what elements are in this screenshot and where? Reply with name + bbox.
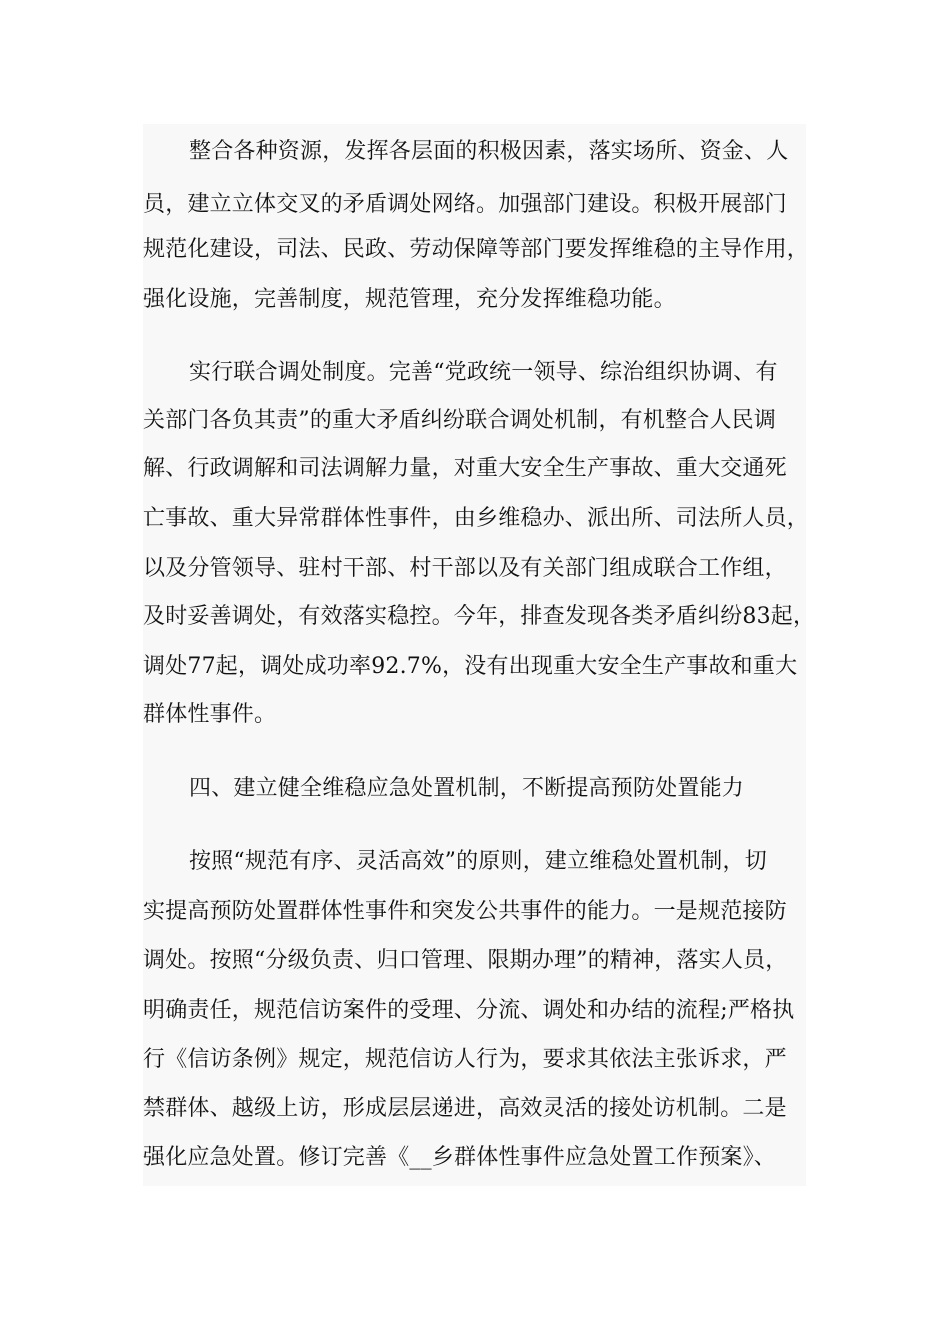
paragraph-3-line-1: 按照“规范有序、灵活高效”的原则，建立维稳处置机制，切: [189, 849, 767, 874]
section-heading: 四、建立健全维稳应急处置机制，不断提高预防处置能力: [189, 776, 745, 801]
paragraph-2-line-7: 调处77起，调处成功率92.7%，没有出现重大安全生产事故和重大: [143, 654, 798, 679]
document-body: [143, 124, 816, 1186]
paragraph-2-line-1: 实行联合调处制度。完善“党政统一领导、综治组织协调、有: [189, 360, 778, 385]
paragraph-2-line-5: 以及分管领导、驻村干部、村干部以及有关部门组成联合工作组，: [143, 556, 787, 581]
paragraph-2-line-6: 及时妥善调处，有效落实稳控。今年，排查发现各类矛盾纠纷83起，: [143, 604, 816, 629]
paragraph-3-line-7: 强化应急处置。修订完善《__乡群体性事件应急处置工作预案》、: [143, 1145, 777, 1170]
paragraph-1-line-3: 规范化建设，司法、民政、劳动保障等部门要发挥维稳的主导作用，: [143, 237, 810, 262]
paragraph-1-line-4: 强化设施，完善制度，规范管理，充分发挥维稳功能。: [143, 287, 676, 312]
paragraph-3-line-3: 调处。按照“分级负责、归口管理、限期办理”的精神，落实人员，: [143, 948, 788, 973]
paragraph-3-line-2: 实提高预防处置群体性事件和突发公共事件的能力。一是规范接防: [143, 899, 787, 924]
paragraph-1-line-1: 整合各种资源，发挥各层面的积极因素，落实场所、资金、人: [189, 139, 789, 164]
paragraph-2-line-4: 亡事故、重大异常群体性事件，由乡维稳办、派出所、司法所人员，: [143, 506, 810, 531]
paragraph-3-line-5: 行《信访条例》规定，规范信访人行为，要求其依法主张诉求，严: [143, 1047, 787, 1072]
paragraph-2-line-8: 群体性事件。: [143, 702, 277, 727]
paragraph-2-line-2: 关部门各负其责”的重大矛盾纠纷联合调处机制，有机整合人民调: [143, 408, 777, 433]
paragraph-3-line-4: 明确责任，规范信访案件的受理、分流、调处和办结的流程;严格执: [143, 998, 795, 1023]
paragraph-1-line-2: 员，建立立体交叉的矛盾调处网络。加强部门建设。积极开展部门: [143, 192, 787, 217]
paragraph-2-line-3: 解、行政调解和司法调解力量，对重大安全生产事故、重大交通死: [143, 456, 787, 481]
paragraph-3-line-6: 禁群体、越级上访，形成层层递进，高效灵活的接处访机制。二是: [143, 1096, 787, 1121]
